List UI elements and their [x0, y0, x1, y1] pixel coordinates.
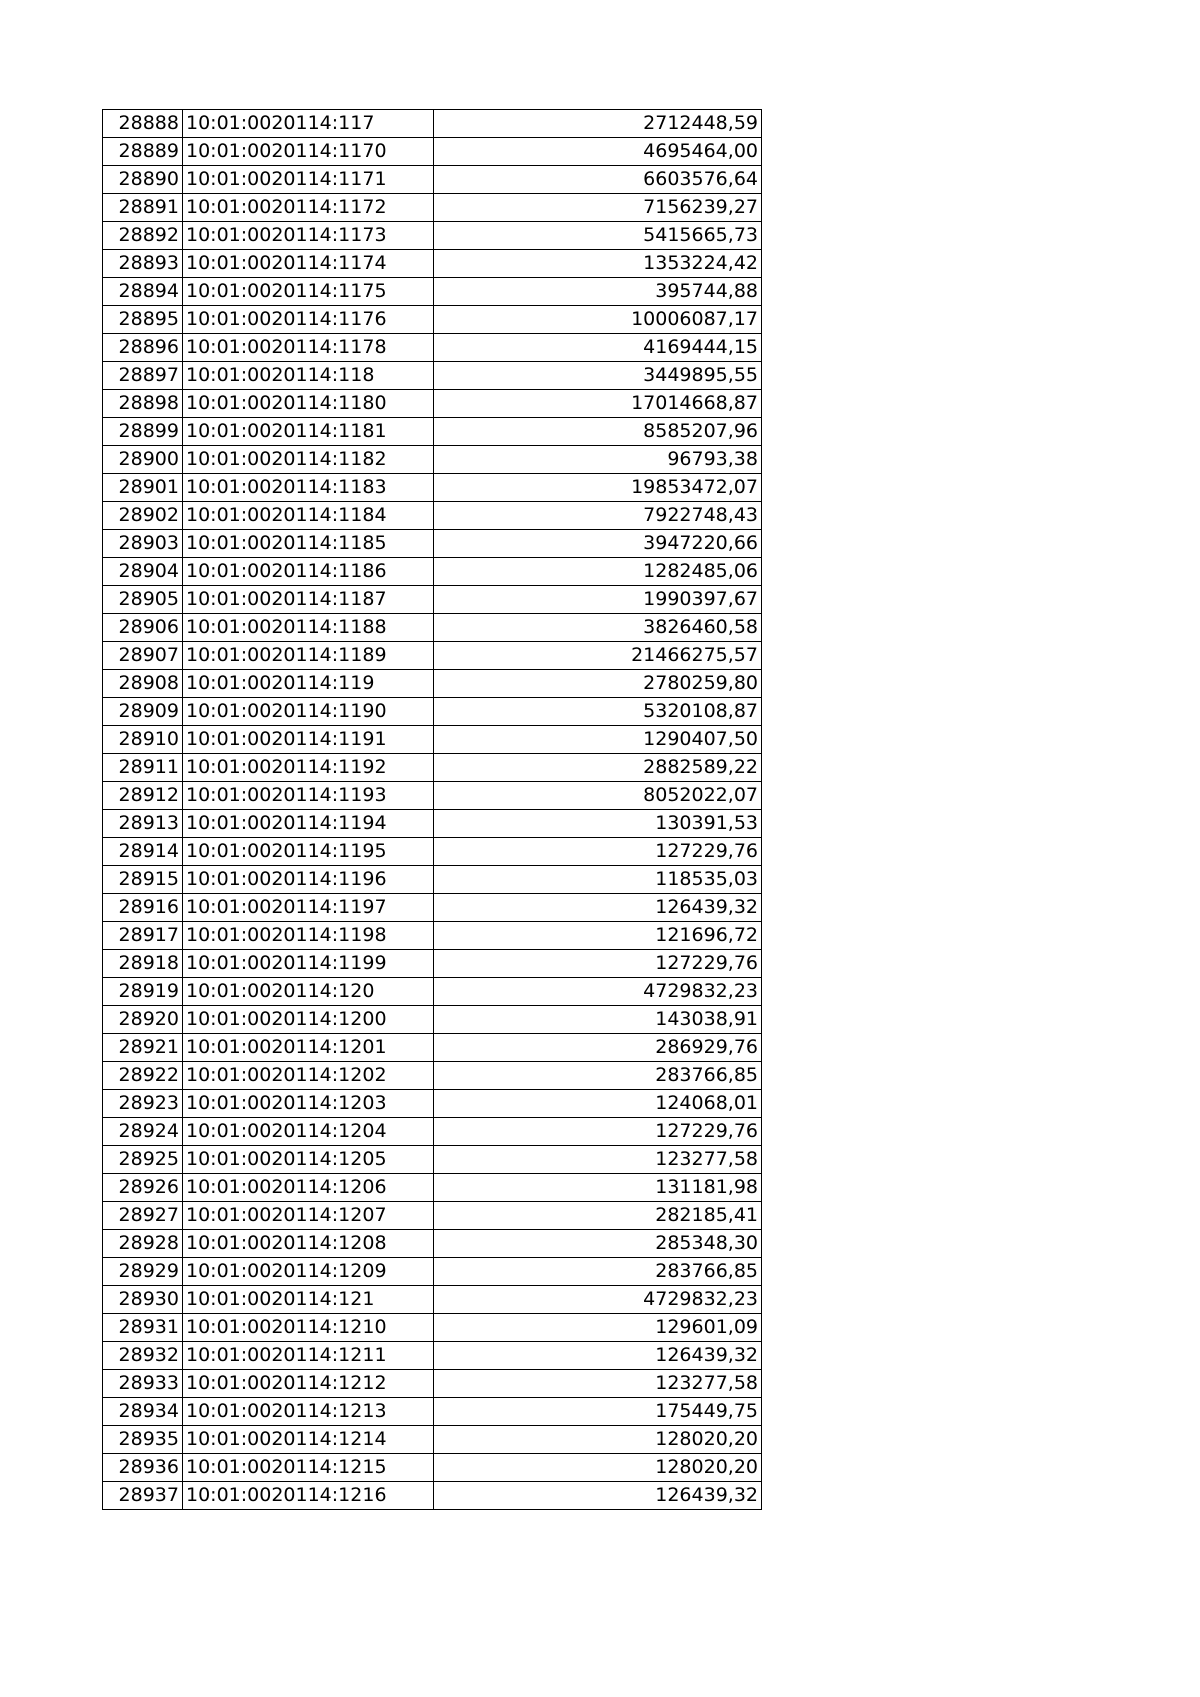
cadastral-number-cell: 10:01:0020114:119	[183, 670, 434, 698]
value-cell: 128020,20	[434, 1454, 762, 1482]
row-number-cell: 28896	[103, 334, 183, 362]
cadastral-number-cell: 10:01:0020114:1170	[183, 138, 434, 166]
value-cell: 19853472,07	[434, 474, 762, 502]
row-number-cell: 28920	[103, 1006, 183, 1034]
table-row	[103, 1202, 762, 1230]
value-cell: 175449,75	[434, 1398, 762, 1426]
cadastral-number-cell: 10:01:0020114:1202	[183, 1062, 434, 1090]
value-cell: 4729832,23	[434, 978, 762, 1006]
table-row	[103, 1370, 762, 1398]
cadastral-number-cell: 10:01:0020114:1186	[183, 558, 434, 586]
row-number-cell: 28906	[103, 614, 183, 642]
row-number-cell: 28903	[103, 530, 183, 558]
row-number-cell: 28929	[103, 1258, 183, 1286]
table-row	[103, 642, 762, 670]
row-number-cell: 28898	[103, 390, 183, 418]
value-cell: 4695464,00	[434, 138, 762, 166]
cadastral-number-cell: 10:01:0020114:1208	[183, 1230, 434, 1258]
row-number-cell: 28937	[103, 1482, 183, 1510]
cadastral-number-cell: 10:01:0020114:1192	[183, 754, 434, 782]
value-cell: 124068,01	[434, 1090, 762, 1118]
table-row	[103, 166, 762, 194]
table-row	[103, 614, 762, 642]
cadastral-number-cell: 10:01:0020114:1214	[183, 1426, 434, 1454]
row-number-cell: 28934	[103, 1398, 183, 1426]
row-number-cell: 28897	[103, 362, 183, 390]
table-row	[103, 1286, 762, 1314]
cadastral-number-cell: 10:01:0020114:1185	[183, 530, 434, 558]
value-cell: 4729832,23	[434, 1286, 762, 1314]
row-number-cell: 28905	[103, 586, 183, 614]
value-cell: 3449895,55	[434, 362, 762, 390]
cadastral-number-cell: 10:01:0020114:1190	[183, 698, 434, 726]
table-row	[103, 558, 762, 586]
table-row	[103, 950, 762, 978]
cadastral-number-cell: 10:01:0020114:121	[183, 1286, 434, 1314]
cadastral-number-cell: 10:01:0020114:1193	[183, 782, 434, 810]
row-number-cell: 28908	[103, 670, 183, 698]
cadastral-number-cell: 10:01:0020114:1183	[183, 474, 434, 502]
cadastral-number-cell: 10:01:0020114:1215	[183, 1454, 434, 1482]
value-cell: 4169444,15	[434, 334, 762, 362]
table-row	[103, 222, 762, 250]
table-row	[103, 1398, 762, 1426]
table-row	[103, 278, 762, 306]
cadastral-number-cell: 10:01:0020114:1209	[183, 1258, 434, 1286]
row-number-cell: 28926	[103, 1174, 183, 1202]
cadastral-number-cell: 10:01:0020114:1182	[183, 446, 434, 474]
cadastral-number-cell: 10:01:0020114:120	[183, 978, 434, 1006]
row-number-cell: 28925	[103, 1146, 183, 1174]
value-cell: 3826460,58	[434, 614, 762, 642]
row-number-cell: 28914	[103, 838, 183, 866]
table-row	[103, 1454, 762, 1482]
cadastral-number-cell: 10:01:0020114:1173	[183, 222, 434, 250]
value-cell: 21466275,57	[434, 642, 762, 670]
table-row	[103, 1118, 762, 1146]
table-row	[103, 1314, 762, 1342]
table-row	[103, 782, 762, 810]
table-row	[103, 1090, 762, 1118]
cadastral-number-cell: 10:01:0020114:1203	[183, 1090, 434, 1118]
table-row	[103, 670, 762, 698]
cadastral-number-cell: 10:01:0020114:1212	[183, 1370, 434, 1398]
value-cell: 1282485,06	[434, 558, 762, 586]
value-cell: 118535,03	[434, 866, 762, 894]
table-row	[103, 1006, 762, 1034]
table-row	[103, 1034, 762, 1062]
row-number-cell: 28911	[103, 754, 183, 782]
table-row	[103, 810, 762, 838]
row-number-cell: 28902	[103, 502, 183, 530]
cadastral-number-cell: 10:01:0020114:1213	[183, 1398, 434, 1426]
table-row	[103, 838, 762, 866]
cadastral-number-cell: 10:01:0020114:1184	[183, 502, 434, 530]
value-cell: 282185,41	[434, 1202, 762, 1230]
row-number-cell: 28900	[103, 446, 183, 474]
value-cell: 123277,58	[434, 1370, 762, 1398]
table-row	[103, 726, 762, 754]
table-row	[103, 390, 762, 418]
data-table	[102, 109, 762, 1510]
row-number-cell: 28924	[103, 1118, 183, 1146]
cadastral-number-cell: 10:01:0020114:1172	[183, 194, 434, 222]
table-row	[103, 138, 762, 166]
row-number-cell: 28913	[103, 810, 183, 838]
value-cell: 126439,32	[434, 894, 762, 922]
row-number-cell: 28922	[103, 1062, 183, 1090]
table-row	[103, 1146, 762, 1174]
row-number-cell: 28931	[103, 1314, 183, 1342]
cadastral-number-cell: 10:01:0020114:1201	[183, 1034, 434, 1062]
row-number-cell: 28901	[103, 474, 183, 502]
value-cell: 8052022,07	[434, 782, 762, 810]
table-body	[103, 110, 762, 1510]
table-row	[103, 698, 762, 726]
value-cell: 395744,88	[434, 278, 762, 306]
cadastral-number-cell: 10:01:0020114:1189	[183, 642, 434, 670]
table-row	[103, 1174, 762, 1202]
table-row	[103, 194, 762, 222]
value-cell: 128020,20	[434, 1426, 762, 1454]
row-number-cell: 28904	[103, 558, 183, 586]
value-cell: 286929,76	[434, 1034, 762, 1062]
row-number-cell: 28910	[103, 726, 183, 754]
value-cell: 2882589,22	[434, 754, 762, 782]
row-number-cell: 28912	[103, 782, 183, 810]
table-row	[103, 586, 762, 614]
row-number-cell: 28894	[103, 278, 183, 306]
value-cell: 2712448,59	[434, 110, 762, 138]
cadastral-number-cell: 10:01:0020114:1174	[183, 250, 434, 278]
row-number-cell: 28919	[103, 978, 183, 1006]
table-row	[103, 418, 762, 446]
value-cell: 285348,30	[434, 1230, 762, 1258]
value-cell: 8585207,96	[434, 418, 762, 446]
value-cell: 7156239,27	[434, 194, 762, 222]
row-number-cell: 28930	[103, 1286, 183, 1314]
cadastral-number-cell: 10:01:0020114:1171	[183, 166, 434, 194]
cadastral-number-cell: 10:01:0020114:117	[183, 110, 434, 138]
cadastral-number-cell: 10:01:0020114:1176	[183, 306, 434, 334]
row-number-cell: 28891	[103, 194, 183, 222]
cadastral-number-cell: 10:01:0020114:1199	[183, 950, 434, 978]
cadastral-number-cell: 10:01:0020114:1198	[183, 922, 434, 950]
cadastral-number-cell: 10:01:0020114:1200	[183, 1006, 434, 1034]
value-cell: 17014668,87	[434, 390, 762, 418]
value-cell: 3947220,66	[434, 530, 762, 558]
row-number-cell: 28916	[103, 894, 183, 922]
cadastral-number-cell: 10:01:0020114:1195	[183, 838, 434, 866]
table-row	[103, 754, 762, 782]
cadastral-number-cell: 10:01:0020114:1204	[183, 1118, 434, 1146]
cadastral-number-cell: 10:01:0020114:1211	[183, 1342, 434, 1370]
value-cell: 5320108,87	[434, 698, 762, 726]
cadastral-number-cell: 10:01:0020114:1196	[183, 866, 434, 894]
row-number-cell: 28892	[103, 222, 183, 250]
table-row	[103, 894, 762, 922]
value-cell: 121696,72	[434, 922, 762, 950]
value-cell: 5415665,73	[434, 222, 762, 250]
value-cell: 129601,09	[434, 1314, 762, 1342]
table-row	[103, 978, 762, 1006]
value-cell: 2780259,80	[434, 670, 762, 698]
table-row	[103, 334, 762, 362]
row-number-cell: 28932	[103, 1342, 183, 1370]
table-row	[103, 1342, 762, 1370]
value-cell: 1353224,42	[434, 250, 762, 278]
row-number-cell: 28928	[103, 1230, 183, 1258]
table-row	[103, 866, 762, 894]
value-cell: 283766,85	[434, 1258, 762, 1286]
table-row	[103, 306, 762, 334]
value-cell: 126439,32	[434, 1482, 762, 1510]
row-number-cell: 28907	[103, 642, 183, 670]
cadastral-number-cell: 10:01:0020114:1178	[183, 334, 434, 362]
row-number-cell: 28909	[103, 698, 183, 726]
row-number-cell: 28893	[103, 250, 183, 278]
table-row	[103, 1426, 762, 1454]
value-cell: 127229,76	[434, 838, 762, 866]
table-row	[103, 110, 762, 138]
table-row	[103, 362, 762, 390]
row-number-cell: 28888	[103, 110, 183, 138]
row-number-cell: 28917	[103, 922, 183, 950]
value-cell: 130391,53	[434, 810, 762, 838]
table-row	[103, 530, 762, 558]
table-row	[103, 250, 762, 278]
row-number-cell: 28889	[103, 138, 183, 166]
row-number-cell: 28918	[103, 950, 183, 978]
cadastral-number-cell: 10:01:0020114:1216	[183, 1482, 434, 1510]
cadastral-number-cell: 10:01:0020114:1194	[183, 810, 434, 838]
cadastral-number-cell: 10:01:0020114:1206	[183, 1174, 434, 1202]
value-cell: 1990397,67	[434, 586, 762, 614]
row-number-cell: 28890	[103, 166, 183, 194]
table-row	[103, 1062, 762, 1090]
cadastral-number-cell: 10:01:0020114:1181	[183, 418, 434, 446]
cadastral-number-cell: 10:01:0020114:1188	[183, 614, 434, 642]
row-number-cell: 28936	[103, 1454, 183, 1482]
value-cell: 6603576,64	[434, 166, 762, 194]
value-cell: 143038,91	[434, 1006, 762, 1034]
row-number-cell: 28923	[103, 1090, 183, 1118]
cadastral-number-cell: 10:01:0020114:1191	[183, 726, 434, 754]
value-cell: 283766,85	[434, 1062, 762, 1090]
row-number-cell: 28899	[103, 418, 183, 446]
cadastral-number-cell: 10:01:0020114:1175	[183, 278, 434, 306]
table-row	[103, 1230, 762, 1258]
table-row	[103, 922, 762, 950]
cadastral-number-cell: 10:01:0020114:1207	[183, 1202, 434, 1230]
row-number-cell: 28933	[103, 1370, 183, 1398]
table-row	[103, 474, 762, 502]
cadastral-number-cell: 10:01:0020114:118	[183, 362, 434, 390]
row-number-cell: 28935	[103, 1426, 183, 1454]
value-cell: 96793,38	[434, 446, 762, 474]
value-cell: 7922748,43	[434, 502, 762, 530]
value-cell: 1290407,50	[434, 726, 762, 754]
table-row	[103, 502, 762, 530]
value-cell: 131181,98	[434, 1174, 762, 1202]
value-cell: 127229,76	[434, 1118, 762, 1146]
cadastral-number-cell: 10:01:0020114:1197	[183, 894, 434, 922]
cadastral-number-cell: 10:01:0020114:1210	[183, 1314, 434, 1342]
cadastral-number-cell: 10:01:0020114:1187	[183, 586, 434, 614]
table-row	[103, 1258, 762, 1286]
value-cell: 123277,58	[434, 1146, 762, 1174]
value-cell: 10006087,17	[434, 306, 762, 334]
value-cell: 127229,76	[434, 950, 762, 978]
row-number-cell: 28927	[103, 1202, 183, 1230]
row-number-cell: 28895	[103, 306, 183, 334]
row-number-cell: 28915	[103, 866, 183, 894]
table-row	[103, 1482, 762, 1510]
cadastral-number-cell: 10:01:0020114:1205	[183, 1146, 434, 1174]
table-row	[103, 446, 762, 474]
cadastral-number-cell: 10:01:0020114:1180	[183, 390, 434, 418]
row-number-cell: 28921	[103, 1034, 183, 1062]
value-cell: 126439,32	[434, 1342, 762, 1370]
